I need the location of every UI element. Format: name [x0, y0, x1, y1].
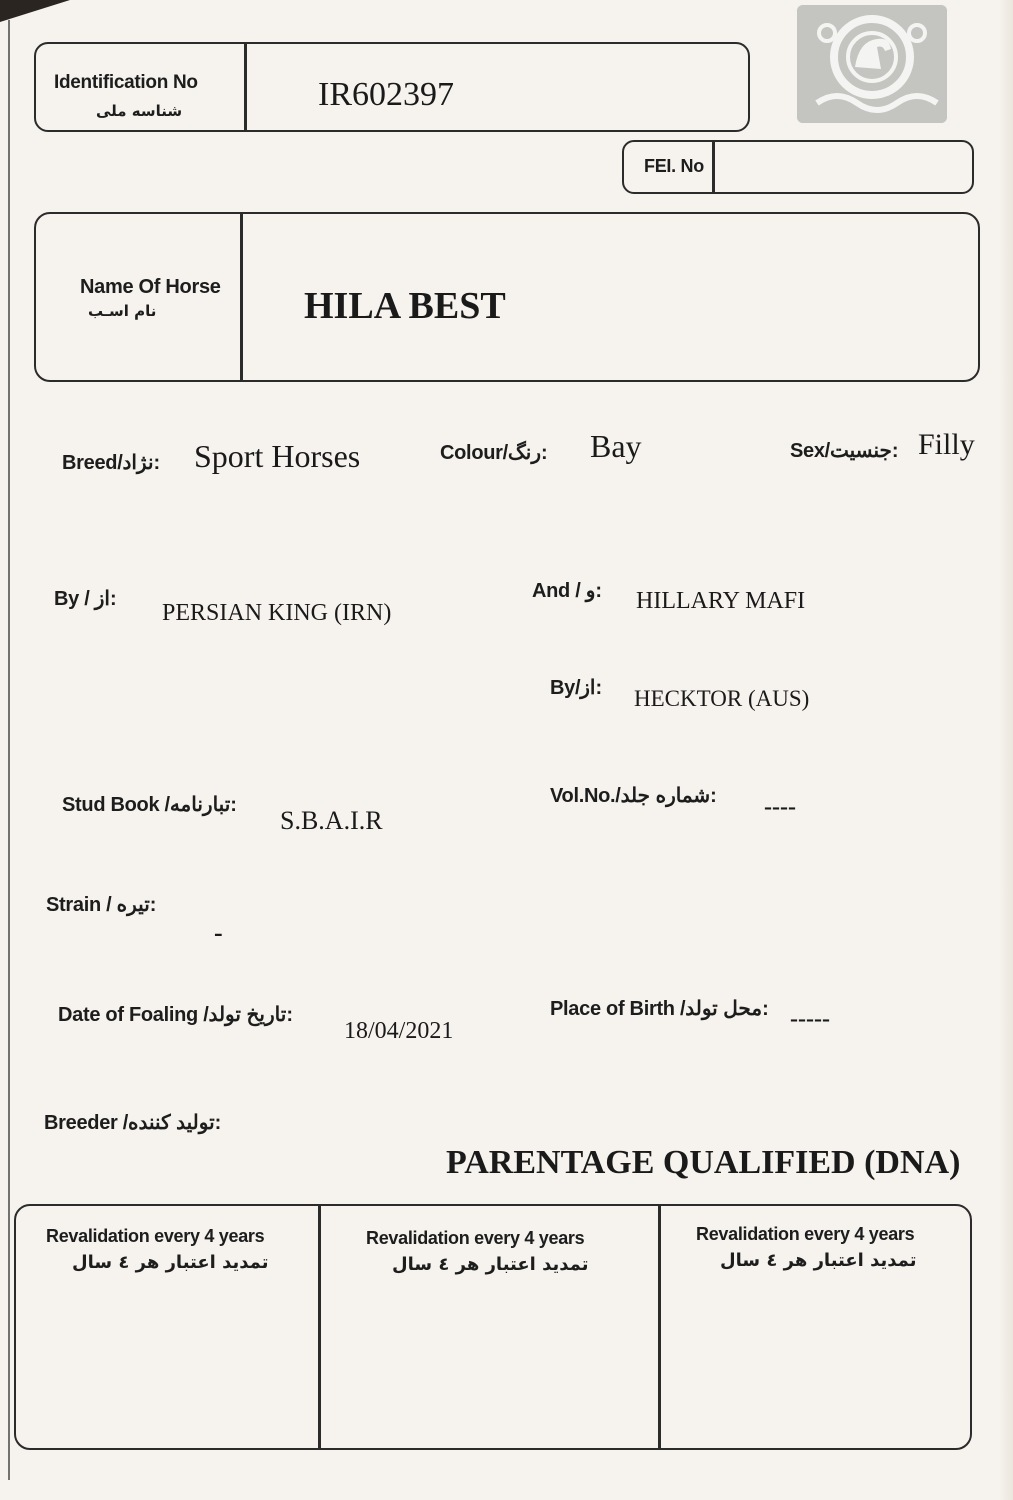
breed-label: Breed/نژاد: [62, 452, 161, 474]
dam-sire-label: By/از: [550, 677, 603, 699]
left-margin-rule [8, 20, 10, 1480]
sex-label: Sex/جنسیت: [790, 440, 899, 462]
foaling-label: Date of Foaling /تاریخ تولد: [58, 1004, 293, 1026]
page-edge [999, 0, 1013, 1500]
revalidation-2-en: Revalidation every 4 years [366, 1228, 585, 1248]
breed-value: Sport Horses [194, 438, 361, 474]
revalidation-divider-2 [658, 1206, 661, 1448]
identification-divider [244, 44, 247, 130]
fei-box [622, 140, 974, 194]
horse-name-box [34, 212, 980, 382]
birth-place-label: Place of Birth /محل تولد: [550, 998, 769, 1020]
corner-mark [0, 0, 70, 22]
revalidation-divider-1 [318, 1206, 321, 1448]
strain-value: - [214, 918, 223, 947]
revalidation-2-fa: تمدید اعتبار هر ٤ سال [392, 1254, 589, 1275]
revalidation-1-en: Revalidation every 4 years [46, 1226, 265, 1246]
vol-no-value: ---- [764, 794, 796, 820]
dam-value: HILLARY MAFI [636, 588, 806, 614]
revalidation-3-en: Revalidation every 4 years [696, 1224, 915, 1244]
foaling-value: 18/04/2021 [344, 1018, 454, 1044]
dam-sire-value: HECKTOR (AUS) [634, 686, 810, 711]
revalidation-box [14, 1204, 972, 1450]
breeder-label: Breeder /تولید کننده: [44, 1112, 222, 1134]
birth-place-value: ----- [790, 1006, 830, 1032]
identification-label-fa: شناسه ملی [96, 102, 183, 120]
fei-label: FEI. No [644, 156, 704, 176]
stud-book-value: S.B.A.I.R [280, 806, 383, 835]
horse-emblem-icon [797, 5, 947, 123]
sire-value: PERSIAN KING (IRN) [162, 600, 392, 626]
sire-label: By / از: [54, 588, 117, 610]
colour-label: Colour/رنگ: [440, 442, 548, 464]
strain-label: Strain / تیره: [46, 894, 157, 916]
dam-label: And / و: [532, 580, 603, 602]
revalidation-1-fa: تمدید اعتبار هر ٤ سال [72, 1252, 269, 1273]
dna-status: PARENTAGE QUALIFIED (DNA) [446, 1144, 961, 1181]
identification-box [34, 42, 750, 132]
sex-value: Filly [918, 428, 975, 461]
revalidation-3-fa: تمدید اعتبار هر ٤ سال [720, 1250, 917, 1271]
horse-name-value: HILA BEST [304, 285, 506, 327]
horse-name-label-en: Name Of Horse [80, 276, 221, 298]
identification-value: IR602397 [318, 76, 454, 113]
vol-no-label: Vol.No./شماره جلد: [550, 785, 717, 807]
identification-label-en: Identification No [54, 72, 198, 93]
colour-value: Bay [590, 428, 642, 464]
fei-divider [712, 142, 715, 192]
horse-name-divider [240, 214, 243, 380]
horse-name-label-fa: نام اسـب [88, 302, 157, 320]
stud-book-label: Stud Book /تبارنامه: [62, 794, 237, 816]
